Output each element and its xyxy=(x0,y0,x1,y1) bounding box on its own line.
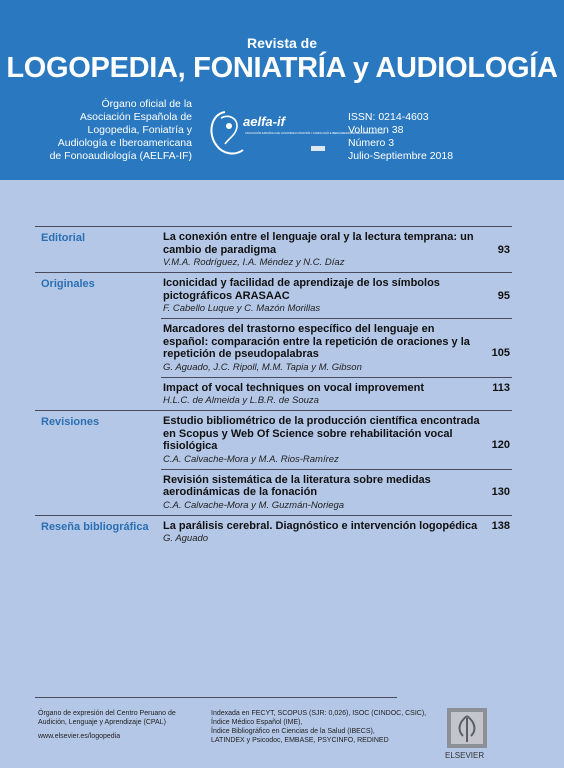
article-authors: V.M.A. Rodríguez, I.A. Méndez y N.C. Díaz xyxy=(163,257,345,268)
section-label: Reseña bibliográfica xyxy=(41,520,149,533)
article-authors: H.L.C. de Almeida y L.B.R. de Souza xyxy=(163,395,319,406)
footer-organ-text: Órgano de expresión del Centro Peruano de Audición, Lenguaje y Aprendizaje (CPAL) xyxy=(38,710,176,726)
issue-number: Número 3 xyxy=(348,137,395,149)
journal-title: LOGOPEDIA, FONIATRÍA y AUDIOLOGÍA xyxy=(6,52,558,84)
toc-entry[interactable] xyxy=(161,273,512,318)
toc-section-revisiones xyxy=(35,411,512,516)
article-authors: C.A. Calvache-Mora y M.A. Rios-Ramírez xyxy=(163,453,339,465)
article-page: 130 xyxy=(491,485,510,498)
article-page: 105 xyxy=(491,347,510,359)
article-page: 93 xyxy=(497,244,510,256)
toc-section-editorial xyxy=(35,226,512,273)
article-title: Estudio bibliométrico de la producción científica encontrada en Scopus y Web Of Science sobre rehabilitación vocal fisiológica xyxy=(163,415,480,452)
logo-text: aelfa-if xyxy=(243,114,285,129)
article-title: La parálisis cerebral. Diagnóstico e intervención logopédica xyxy=(163,519,478,532)
elsevier-logo-icon xyxy=(443,708,505,760)
table-of-contents xyxy=(35,226,512,548)
issue-info xyxy=(348,111,453,163)
section-label: Editorial xyxy=(41,232,86,244)
cover-header xyxy=(0,0,564,180)
article-title: Iconicidad y facilidad de aprendizaje de los símbolos pictográficos ARASAAC xyxy=(163,277,440,302)
journal-prefix: Revista de xyxy=(246,35,318,51)
toc-entry[interactable] xyxy=(161,377,512,411)
article-title: Marcadores del trastorno específico del lenguaje en español: comparación entre la repetición de oraciones y la repetición de pseudopalabras xyxy=(163,323,470,360)
indexing-info: Indexada en FECYT, SCOPUS (SJR: 0,026), ISOC (CINDOC, CSIC), Índice Médico Español (IME), Índice Bibliográfico en Ciencias de la Salud (IBECS), LATINDEX y Psicodoc, EMBASE, PSYCINFO, REDINED xyxy=(211,710,427,744)
article-title: La conexión entre el lenguaje oral y la lectura temprana: un cambio de paradigma xyxy=(163,231,474,256)
section-label: Revisiones xyxy=(41,416,100,428)
volume: Volumen 38 xyxy=(348,124,404,136)
article-title: Impact of vocal techniques on vocal improvement xyxy=(163,381,425,394)
article-title: Revisión sistemática de la literatura sobre medidas aerodinámicas de la fonación xyxy=(163,473,431,498)
article-page: 113 xyxy=(492,381,510,394)
article-authors: F. Cabello Luque y C. Mazón Morillas xyxy=(163,303,321,314)
toc-section-originales xyxy=(35,273,512,411)
issn: ISSN: 0214-4603 xyxy=(348,111,429,123)
issue-period: Julio-Septiembre 2018 xyxy=(348,150,454,162)
toc-entry[interactable] xyxy=(161,411,512,469)
article-authors: G. Aguado, J.C. Ripoll, M.M. Tapia y M. Gibson xyxy=(163,361,362,373)
article-page: 138 xyxy=(491,519,510,532)
logo-subtext: ASOCIACIÓN ESPAÑOLA DE LOGOPEDIA FONIATRÍA Y AUDIOLOGÍA E IBEROAMERICANA DE FONOAUDIOLOGÍA xyxy=(245,132,385,135)
publisher-name: ELSEVIER xyxy=(445,751,485,760)
official-organ-text: Órgano oficial de la Asociación Española de Logopedia, Foniatría y Audiología e Iberoamericana de Fonoaudiología (AELFA-IF) xyxy=(49,98,192,162)
toc-entry[interactable] xyxy=(161,318,512,377)
section-label: Originales xyxy=(41,278,95,290)
article-authors: G. Aguado xyxy=(163,533,209,544)
journal-url-link[interactable]: www.elsevier.es/logopedia xyxy=(38,733,121,740)
toc-entry[interactable] xyxy=(161,469,512,515)
toc-entry[interactable] xyxy=(161,516,512,549)
toc-section-resena xyxy=(35,516,512,549)
article-page: 120 xyxy=(491,439,510,451)
article-authors: C.A. Calvache-Mora y M. Guzmán-Noriega xyxy=(163,499,345,511)
footer-divider xyxy=(35,697,397,698)
toc-entry[interactable] xyxy=(161,227,512,272)
article-page: 95 xyxy=(497,290,510,302)
